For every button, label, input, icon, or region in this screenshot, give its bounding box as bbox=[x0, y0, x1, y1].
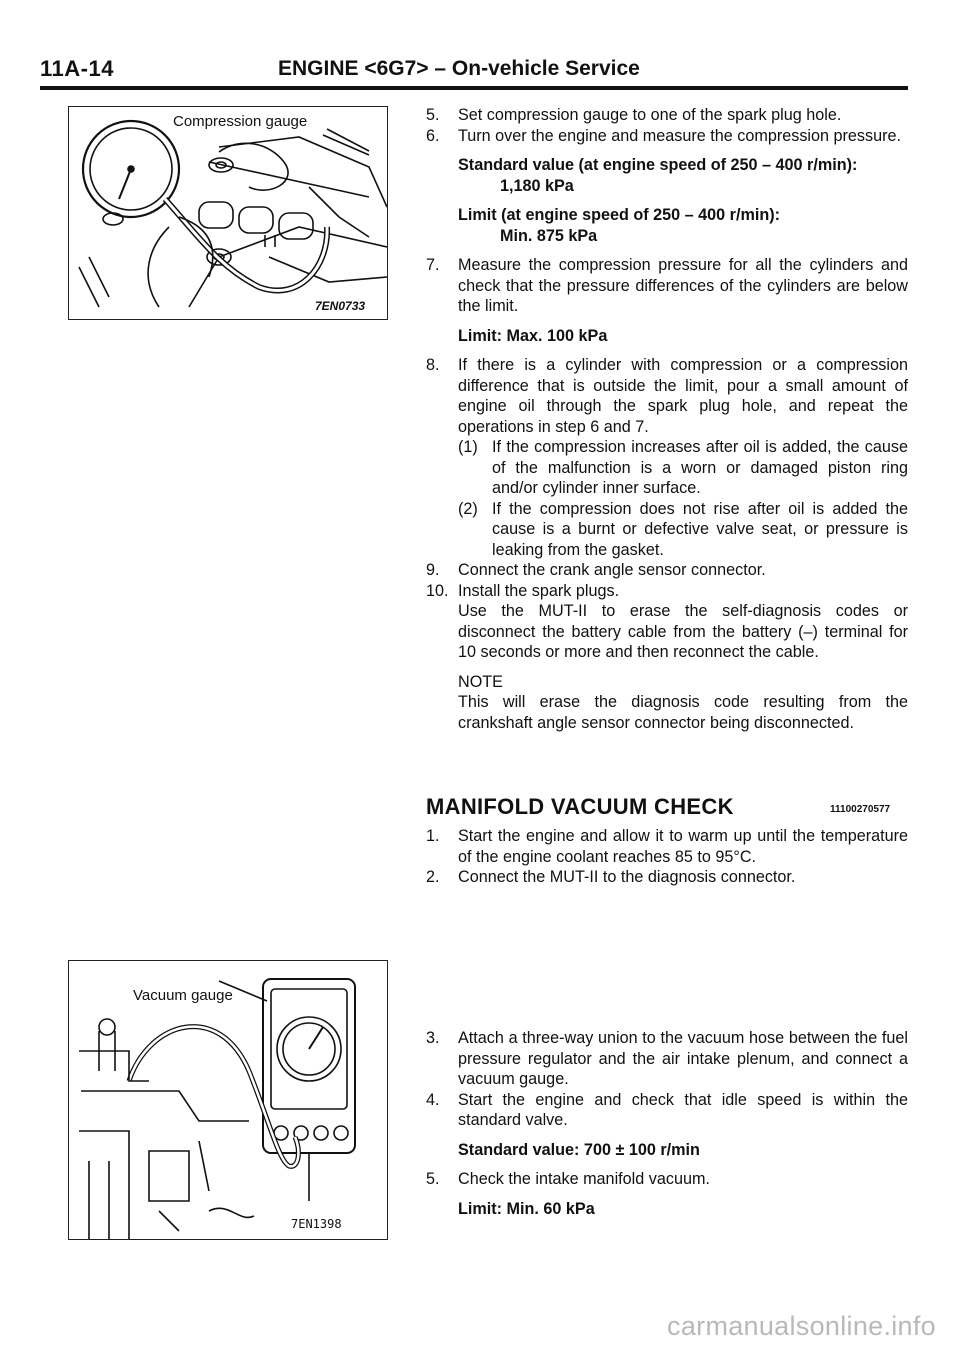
note-label: NOTE bbox=[458, 672, 503, 691]
header-rule bbox=[40, 86, 908, 90]
limit-label: Limit (at engine speed of 250 – 400 r/min): bbox=[458, 206, 781, 224]
standard-value-label: Standard value (at engine speed of 250 – 400 r/min): bbox=[458, 156, 858, 174]
step-text: Check the intake manifold vacuum. bbox=[458, 1170, 710, 1188]
list-item bbox=[426, 126, 908, 147]
figure2-code: 7EN1398 bbox=[291, 1217, 342, 1231]
step-number: 4. bbox=[426, 1090, 440, 1109]
compression-gauge-label: Compression gauge bbox=[173, 113, 308, 130]
step-number: 1. bbox=[426, 827, 440, 845]
compression-procedure bbox=[426, 105, 908, 733]
limit-value: Min. 875 kPa bbox=[500, 226, 598, 245]
step-number: 5. bbox=[426, 1170, 440, 1188]
sub-step-text: If the compression increases after oil is added, the cause of the malfunction is a worn or damaged piston ring and/or cylinder inner surface. bbox=[492, 438, 908, 497]
step-number: 2. bbox=[426, 868, 440, 886]
list-item bbox=[426, 581, 908, 602]
step-text: Install the spark plugs. bbox=[458, 581, 620, 600]
list-item bbox=[426, 1169, 908, 1190]
list-item bbox=[426, 826, 908, 867]
sub-step-number: (2) bbox=[458, 499, 478, 518]
list-item bbox=[426, 355, 908, 437]
list-item bbox=[426, 560, 908, 581]
list-item bbox=[426, 255, 908, 317]
step-number: 9. bbox=[426, 561, 440, 579]
step-text: Start the engine and allow it to warm up until the temperature of the engine coolant reaches 85 to 95°C. bbox=[458, 827, 908, 866]
sub-step-number: (1) bbox=[458, 438, 478, 456]
figure1-code: 7EN0733 bbox=[315, 299, 366, 313]
step-number: 8. bbox=[426, 356, 440, 374]
standard-value: 1,180 kPa bbox=[500, 176, 574, 195]
step-text: Attach a three-way union to the vacuum hose between the fuel pressure regulator and the air intake plenum, and connect a vacuum gauge. bbox=[458, 1029, 908, 1088]
page-number: 11A-14 bbox=[40, 56, 114, 81]
step-text: Measure the compression pressure for all the cylinders and check that the pressure differences of the cylinders are below the limit. bbox=[458, 256, 908, 315]
vacuum-gauge-label: Vacuum gauge bbox=[133, 987, 233, 1004]
standard-value: Standard value: 700 ± 100 r/min bbox=[458, 1140, 700, 1159]
list-item bbox=[426, 1090, 908, 1131]
watermark: carmanualsonline.info bbox=[667, 1311, 936, 1341]
list-item bbox=[426, 1028, 908, 1090]
step-text: Connect the MUT-II to the diagnosis connector. bbox=[458, 868, 796, 886]
step-number: 5. bbox=[426, 106, 440, 124]
step-number: 7. bbox=[426, 256, 440, 274]
note-text: This will erase the diagnosis code resulting from the crankshaft angle sensor connector being disconnected. bbox=[458, 693, 908, 732]
step-text: If there is a cylinder with compression or a compression difference that is outside the limit, pour a small amount of engine oil through the spark plug hole, and repeat the operations in step 6 and 7. bbox=[458, 356, 908, 436]
step-text: Connect the crank angle sensor connector. bbox=[458, 561, 766, 579]
list-item bbox=[426, 499, 908, 561]
section-title: MANIFOLD VACUUM CHECK bbox=[426, 794, 734, 819]
list-item bbox=[426, 867, 908, 888]
step-text: Turn over the engine and measure the compression pressure. bbox=[458, 126, 901, 145]
compression-gauge-illustration bbox=[69, 107, 387, 319]
list-item bbox=[426, 105, 908, 126]
manifold-procedure-part2 bbox=[426, 1028, 908, 1219]
mut-instruction: Use the MUT-II to erase the self-diagnosis codes or disconnect the battery cable from the battery (–) terminal for 10 seconds or more and then reconnect the cable. bbox=[458, 602, 908, 661]
section-code: 11100270577 bbox=[830, 804, 891, 815]
step-number: 6. bbox=[426, 126, 440, 145]
limit-value: Limit: Min. 60 kPa bbox=[458, 1199, 595, 1218]
manifold-procedure-part1 bbox=[426, 826, 908, 888]
sub-step-text: If the compression does not rise after oil is added the cause is a burnt or defective valve seat, or pressure is leaking from the gasket. bbox=[492, 499, 908, 559]
step-number: 10. bbox=[426, 581, 449, 600]
step-number: 3. bbox=[426, 1029, 440, 1047]
step-text: Start the engine and check that idle speed is within the standard valve. bbox=[458, 1090, 908, 1129]
compression-gauge-figure bbox=[68, 106, 388, 320]
step-text: Set compression gauge to one of the spark plug hole. bbox=[458, 106, 842, 124]
list-item bbox=[426, 437, 908, 499]
vacuum-gauge-figure bbox=[68, 960, 388, 1240]
page-title: ENGINE <6G7> – On-vehicle Service bbox=[278, 57, 640, 80]
limit-difference: Limit: Max. 100 kPa bbox=[458, 326, 608, 345]
